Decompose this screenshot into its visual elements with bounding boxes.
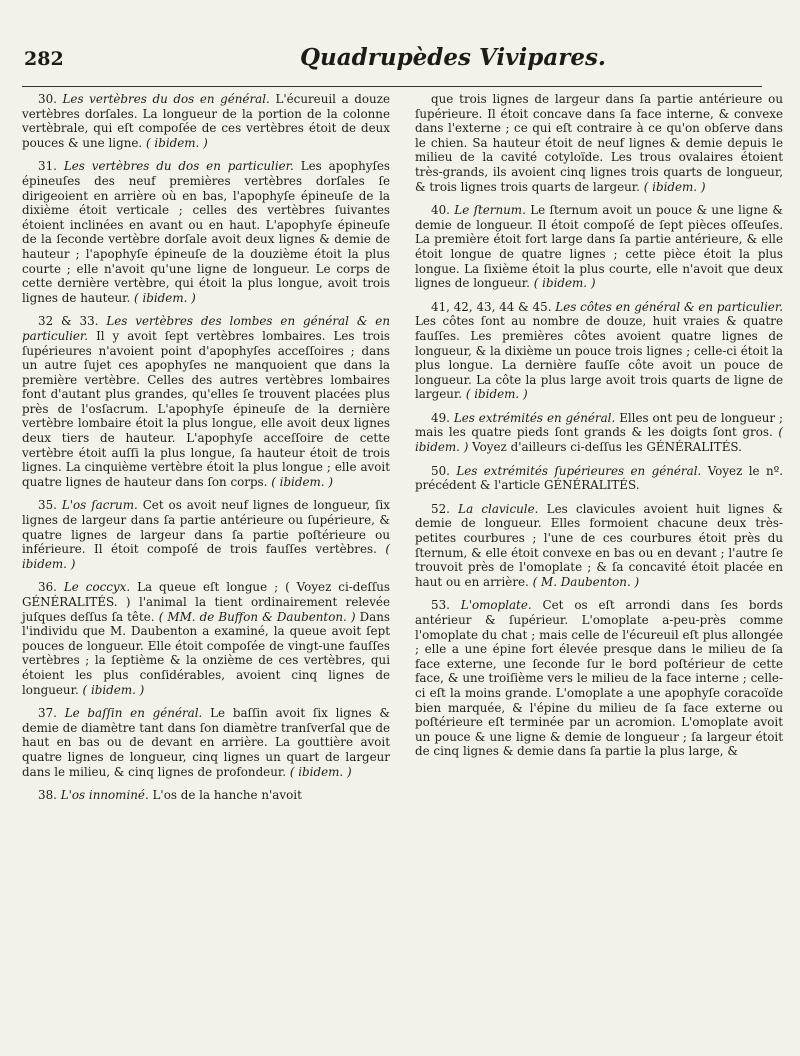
- entry-reference: ( ibidem. ): [145, 135, 208, 150]
- entry-number: 52.: [431, 501, 450, 516]
- entry-heading: Les extrémités en général.: [453, 410, 616, 425]
- header-rule: [22, 86, 762, 87]
- entry-reference: ( ibidem. ): [415, 425, 783, 455]
- entry-reference: ( ibidem. ): [82, 682, 145, 697]
- entry-number: 40.: [431, 203, 450, 218]
- article-entry: [415, 464, 783, 493]
- entry-heading: L'omoplate.: [460, 598, 532, 613]
- entry-heading: La clavicule.: [458, 501, 539, 516]
- entry-heading: L'os ſacrum.: [61, 498, 138, 513]
- page-title: Quadrupèdes Vivipares.: [300, 44, 606, 71]
- entry-body: Il y avoit ſept vertèbres lombaires. Les trois ſupérieures n'avoient point d'apophyſes acceſſoires ; dans un autre ſujet ces apophyſes ne manquoient que dans la première vertèbre. Celles des autres vertèbres lombaires font d'autant plus grandes, qu'elles ſe trouvent placées plus près de l'osſacrum. L'apophyſe épineuſe de la dernière vertèbre lombaire étoit la plus longue, elle avoit deux lignes deux tiers de hauteur. L'apophyſe acceſſoire de cette vertèbre étoit auſſi la plus longue, ſa hauteur étoit de trois lignes. La cinquième vertèbre étoit la plus longue ; elle avoit quatre lignes de hauteur dans ſon corps.: [22, 328, 390, 489]
- entry-heading: Les côtes en général & en particulier.: [555, 299, 783, 314]
- entry-body: Le baſſin avoit ſix lignes & demie de diamètre tant dans ſon diamètre tranſverſal que de haut en bas ou de devant en arrière. La gouttière avoit quatre lignes de longueur, cinq lignes un quart de largeur dans le milieu, & cinq lignes de profondeur.: [22, 706, 390, 779]
- article-entry: [415, 92, 783, 194]
- entry-body: Les côtes ſont au nombre de douze, huit vraies & quatre fauſſes. Les premières côtes avoient quatre lignes de longueur, & la dixième un pouce trois lignes ; celle-ci étoit la plus longue. La dernière fauſſe côte avoit un pouce de longueur. La côte la plus large avoit trois quarts de ligne de largeur.: [415, 314, 783, 402]
- entry-body: Elles ont peu de longueur ; mais les quatre pieds ſont grands & les doigts ſont gros.: [415, 410, 784, 440]
- entry-heading: Les vertèbres des lombes en général & en particulier.: [22, 314, 390, 343]
- entry-number: 49.: [431, 410, 450, 425]
- entry-reference: ( M. Daubenton. ): [532, 574, 640, 589]
- entry-heading: Les vertèbres du dos en général.: [62, 92, 270, 106]
- entry-body: La queue eſt longue ; ( Voyez ci-deſſus GÉNÉRALITÉS. ) l'animal la tient ordinairement relevée juſques deſſus ſa tête.: [22, 580, 390, 624]
- article-entry: [22, 92, 390, 150]
- entry-body: Les apophyſes épineuſes des neuf premières vertèbres dorſales ſe dirigeoient en arrière où en bas, l'apophyſe épineuſe de la dixième étoit verticale ; celles des vertèbres ſuivantes étoient inclinées en avant ou en haut. L'apophyſe épineuſe de la ſeconde vertèbre dorſale avoit deux lignes & demie de hauteur ; l'apophyſe épineuſe de la douzième étoit la plus courte ; elle n'avoit qu'une ligne de longueur. Le corps de cette dernière vertèbre, qui étoit la plus longue, avoit trois lignes de hauteur.: [22, 159, 391, 305]
- entry-body: Les clavicules avoient huit lignes & demie de longueur. Elles formoient chacune deux très-petites courbures ; l'une de ces courbures étoit près du ſternum, & elle étoit convexe en bas ou en devant ; l'autre ſe trouvoit près de l'omoplate ; & ſa concavité étoit placée en haut ou en arrière.: [415, 501, 783, 589]
- entry-body: Voyez le nº. précédent & l'article GÉNÉRALITÉS.: [415, 463, 784, 493]
- article-entry: [415, 300, 783, 402]
- entry-reference: ( ibidem. ): [465, 387, 528, 402]
- entry-body-continued: Voyez d'ailleurs ci-deſſus les GÉNÉRALITÉS.: [472, 440, 742, 455]
- entry-number: 37.: [38, 706, 57, 721]
- entry-body: L'écureuil a douze vertèbres dorſales. La longueur de la portion de la colonne vertèbrale, qui eſt compoſée de ces vertèbres étoit de deux pouces & une ligne.: [22, 92, 390, 150]
- entry-reference: ( ibidem. ): [533, 276, 596, 291]
- entry-reference: ( ibidem. ): [643, 179, 706, 194]
- entry-number: 53.: [431, 598, 450, 613]
- entry-number: 50.: [431, 463, 450, 478]
- right-column: [415, 92, 783, 768]
- entry-body: Cet os avoit neuf lignes de longueur, ſix lignes de largeur dans ſa partie antérieure ou ſupérieure, & quatre lignes de largeur dans ſa partie poſtérieure ou inférieure. Il étoit compoſé de trois fauſſes vertèbres.: [22, 498, 390, 557]
- entry-number: 35.: [38, 498, 57, 513]
- entry-heading: L'os innominé.: [60, 788, 149, 803]
- entry-body: L'os de la hanche n'avoit: [152, 788, 302, 803]
- entry-heading: Les vertèbres du dos en particulier.: [63, 159, 294, 174]
- article-entry: [22, 314, 390, 489]
- article-entry: [415, 598, 783, 759]
- entry-reference: ( MM. de Buffon & Daubenton. ): [158, 609, 356, 624]
- entry-body-continued: Dans l'individu que M. Daubenton a examiné, la queue avoit ſept pouces de longueur. Elle étoit compoſée de vingt-une fauſſes vertèbres ; la ſeptième & la onzième de ces vertèbres, qui étoient les plus conſidérables, avoient cinq lignes de longueur.: [22, 609, 391, 697]
- entry-number: 30.: [38, 92, 57, 106]
- entry-number: 36.: [38, 580, 57, 595]
- entry-number: 41, 42, 43, 44 & 45.: [431, 299, 552, 314]
- article-entry: [415, 411, 783, 455]
- entry-number: 31.: [38, 159, 57, 174]
- article-entry: [415, 502, 783, 590]
- entry-body: Cet os eſt arrondi dans ſes bords antérieur & ſupérieur. L'omoplate a-peu-près comme l'omoplate du chat ; mais celle de l'écureuil eſt plus allongée ; elle a une épine fort élevée presque dans le milieu de ſa face externe, une ſeconde ſur le bord poſtérieur de cette face, & une troiſième vers le milieu de la face interne ; celle-ci eſt la moins grande. L'omoplate a une apophyſe coracoïde bien marquée, & l'épine du milieu de ſa face externe ou poſtérieure eſt terminée par un acromion. L'omoplate avoit un pouce & une ligne & demie de longueur ; ſa largeur étoit de cinq lignes & demie dans ſa partie la plus large, &: [415, 598, 783, 759]
- entry-heading: Le baſſin en général.: [64, 706, 203, 721]
- article-entry: [22, 580, 390, 697]
- left-column: [22, 92, 390, 812]
- article-entry: [22, 706, 390, 779]
- entry-body: Le ſternum avoit un pouce & une ligne & demie de longueur. Il étoit compoſé de ſept pièces oſſeuſes. La première étoit fort large dans ſa partie antérieure, & elle étoit longue de quatre lignes ; cette pièce étoit la plus longue. La ſixième étoit la plus courte, elle n'avoit que deux lignes de longueur.: [415, 203, 784, 291]
- entry-reference: ( ibidem. ): [134, 290, 196, 305]
- running-head: [0, 44, 800, 84]
- entry-body: que trois lignes de largeur dans ſa partie antérieure ou ſupérieure. Il étoit concave dans ſa face interne, & convexe dans l'externe ; ce qui eſt contraire à ce qu'on obſerve dans le chien. Sa hauteur étoit de neuf lignes & demie depuis le milieu de la cavité cotyloïde. Les trous ovalaires étoient très-grands, ils avoient cinq lignes trois quarts de longueur, & trois lignes trois quarts de largeur.: [415, 92, 783, 194]
- article-entry: [415, 203, 783, 291]
- article-entry: [22, 498, 390, 571]
- entry-heading: Les extrémités ſupérieures en général.: [456, 463, 702, 478]
- entry-reference: ( ibidem. ): [271, 474, 333, 489]
- entry-number: 38.: [38, 788, 57, 803]
- page-number: 282: [24, 48, 64, 70]
- entry-reference: ( ibidem. ): [289, 764, 352, 779]
- article-entry: [22, 159, 390, 305]
- entry-reference: ( ibidem. ): [22, 542, 390, 571]
- entry-number: 32 & 33.: [38, 314, 99, 329]
- entry-heading: Le coccyx.: [63, 580, 131, 595]
- article-entry: [22, 788, 390, 803]
- entry-heading: Le ſternum.: [454, 203, 526, 218]
